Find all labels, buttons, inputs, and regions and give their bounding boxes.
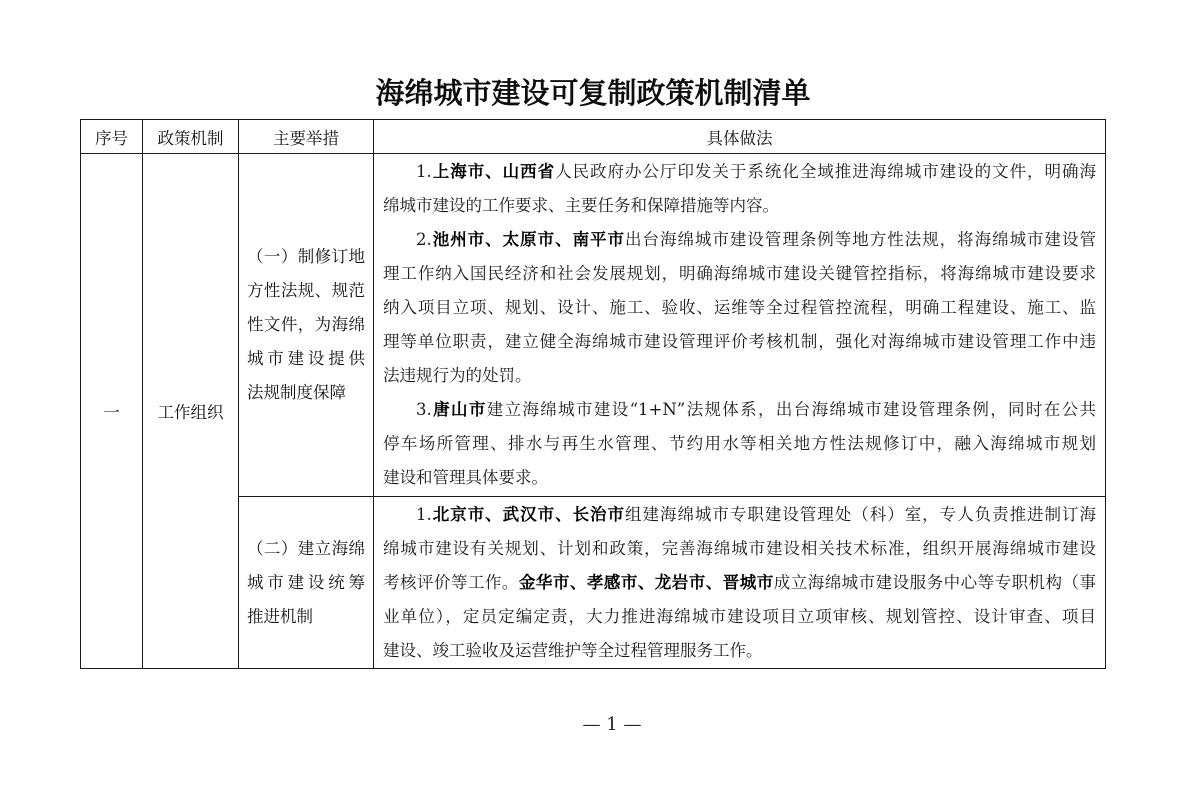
practice-paragraph: [383, 223, 1096, 393]
practice-cell: [373, 496, 1106, 669]
practice-text: 成立海绵城市建设服务中心等专职机构（事: [773, 573, 1096, 592]
practice-text: 绵城市建设的工作要求、主要任务和保障措施等内容。: [383, 196, 779, 215]
measure-line: （二）建立海绵: [247, 538, 365, 558]
practice-line: [383, 427, 1096, 461]
header-index: 序号: [80, 119, 143, 154]
header-practice: 具体做法: [373, 119, 1106, 154]
practice-paragraph: [383, 393, 1096, 495]
practice-line: [383, 532, 1096, 566]
practice-line: [383, 223, 1096, 257]
practice-line: [383, 634, 1096, 668]
practice-line: [383, 155, 1096, 189]
measure-line: 城市建设提供: [247, 349, 365, 368]
row-mechanism: 工作组织: [157, 403, 224, 422]
measure-line: 推进机制: [247, 606, 313, 626]
practice-text: 考核评价等工作。: [383, 573, 519, 592]
practice-text: 法违规行为的处罚。: [383, 366, 532, 385]
measure-line: 城市建设统筹: [247, 572, 365, 592]
practice-text: 纳入项目立项、规划、设计、施工、验收、运维等全过程管控流程，明确工程建设、施工、监: [383, 298, 1096, 317]
practice-line: [383, 498, 1096, 532]
measure-line: （一）制修订地: [247, 247, 365, 266]
highlighted-city-names: 金华市、孝感市、龙岩市、晋城市: [518, 573, 774, 592]
row-mechanism-cell: [142, 153, 239, 669]
highlighted-city-names: 上海市、山西省: [431, 162, 556, 181]
practice-text: 1.: [416, 505, 432, 524]
practice-line: [383, 566, 1096, 600]
practice-text: 建立海绵城市建设“1+N”法规体系，出台海绵城市建设管理条例，同时在公共: [486, 400, 1096, 419]
highlighted-city-names: 池州市、太原市、南平市: [431, 230, 626, 249]
measure-line: 法规制度保障: [247, 383, 346, 402]
measure-cell: [238, 153, 374, 497]
header-mechanism: 政策机制: [142, 119, 239, 154]
practice-text: 建设、竣工验收及运营维护等全过程管理服务工作。: [383, 641, 763, 660]
practice-cell: [373, 153, 1106, 497]
practice-text: 出台海绵城市建设管理条例等地方性法规，将海绵城市建设管: [625, 230, 1096, 249]
practice-text: 业单位），定员定编定责，大力推进海绵城市建设项目立项审核、规划管控、设计审查、项目: [383, 607, 1096, 626]
practice-paragraph: [383, 155, 1096, 223]
practice-text: 绵城市建设有关规划、计划和政策，完善海绵城市建设相关技术标准，组织开展海绵城市建设: [383, 539, 1096, 558]
practice-line: [383, 325, 1096, 359]
practice-text: 组建海绵城市专职建设管理处（科）室，专人负责推进制订海: [625, 505, 1096, 524]
practice-text: 2.: [416, 230, 432, 249]
practice-paragraph: [383, 498, 1096, 668]
practice-text: 人民政府办公厅印发关于系统化全域推进海绵城市建设的文件，明确海: [555, 162, 1096, 181]
practice-text: 建设和管理具体要求。: [383, 468, 548, 487]
highlighted-city-names: 唐山市: [431, 400, 487, 419]
practice-line: [383, 600, 1096, 634]
practice-line: [383, 359, 1096, 393]
measure-line: 方性法规、规范: [247, 281, 365, 300]
practice-text: 理等单位职责，建立健全海绵城市建设管理评价考核机制，强化对海绵城市建设管理工作中违: [383, 332, 1096, 351]
practice-line: [383, 291, 1096, 325]
practice-line: [383, 189, 1096, 223]
practice-line: [383, 393, 1096, 427]
page-number: — 1 —: [582, 714, 642, 735]
practice-line: [383, 461, 1096, 495]
measure-cell: [238, 496, 374, 669]
practice-line: [383, 257, 1096, 291]
header-measure: 主要举措: [238, 119, 374, 154]
highlighted-city-names: 北京市、武汉市、长治市: [431, 505, 626, 524]
measure-line: 性文件，为海绵: [247, 315, 365, 334]
practice-text: 3.: [416, 400, 432, 419]
practice-text: 1.: [416, 162, 432, 181]
row-index-cell: [80, 153, 143, 669]
row-index: 一: [103, 403, 120, 422]
practice-text: 理工作纳入国民经济和社会发展规划，明确海绵城市建设关键管控指标，将海绵城市建设要求: [383, 264, 1096, 283]
practice-text: 停车场所管理、排水与再生水管理、节约用水等相关地方性法规修订中，融入海绵城市规划: [383, 434, 1096, 453]
document-title: 海绵城市建设可复制政策机制清单: [375, 76, 811, 110]
